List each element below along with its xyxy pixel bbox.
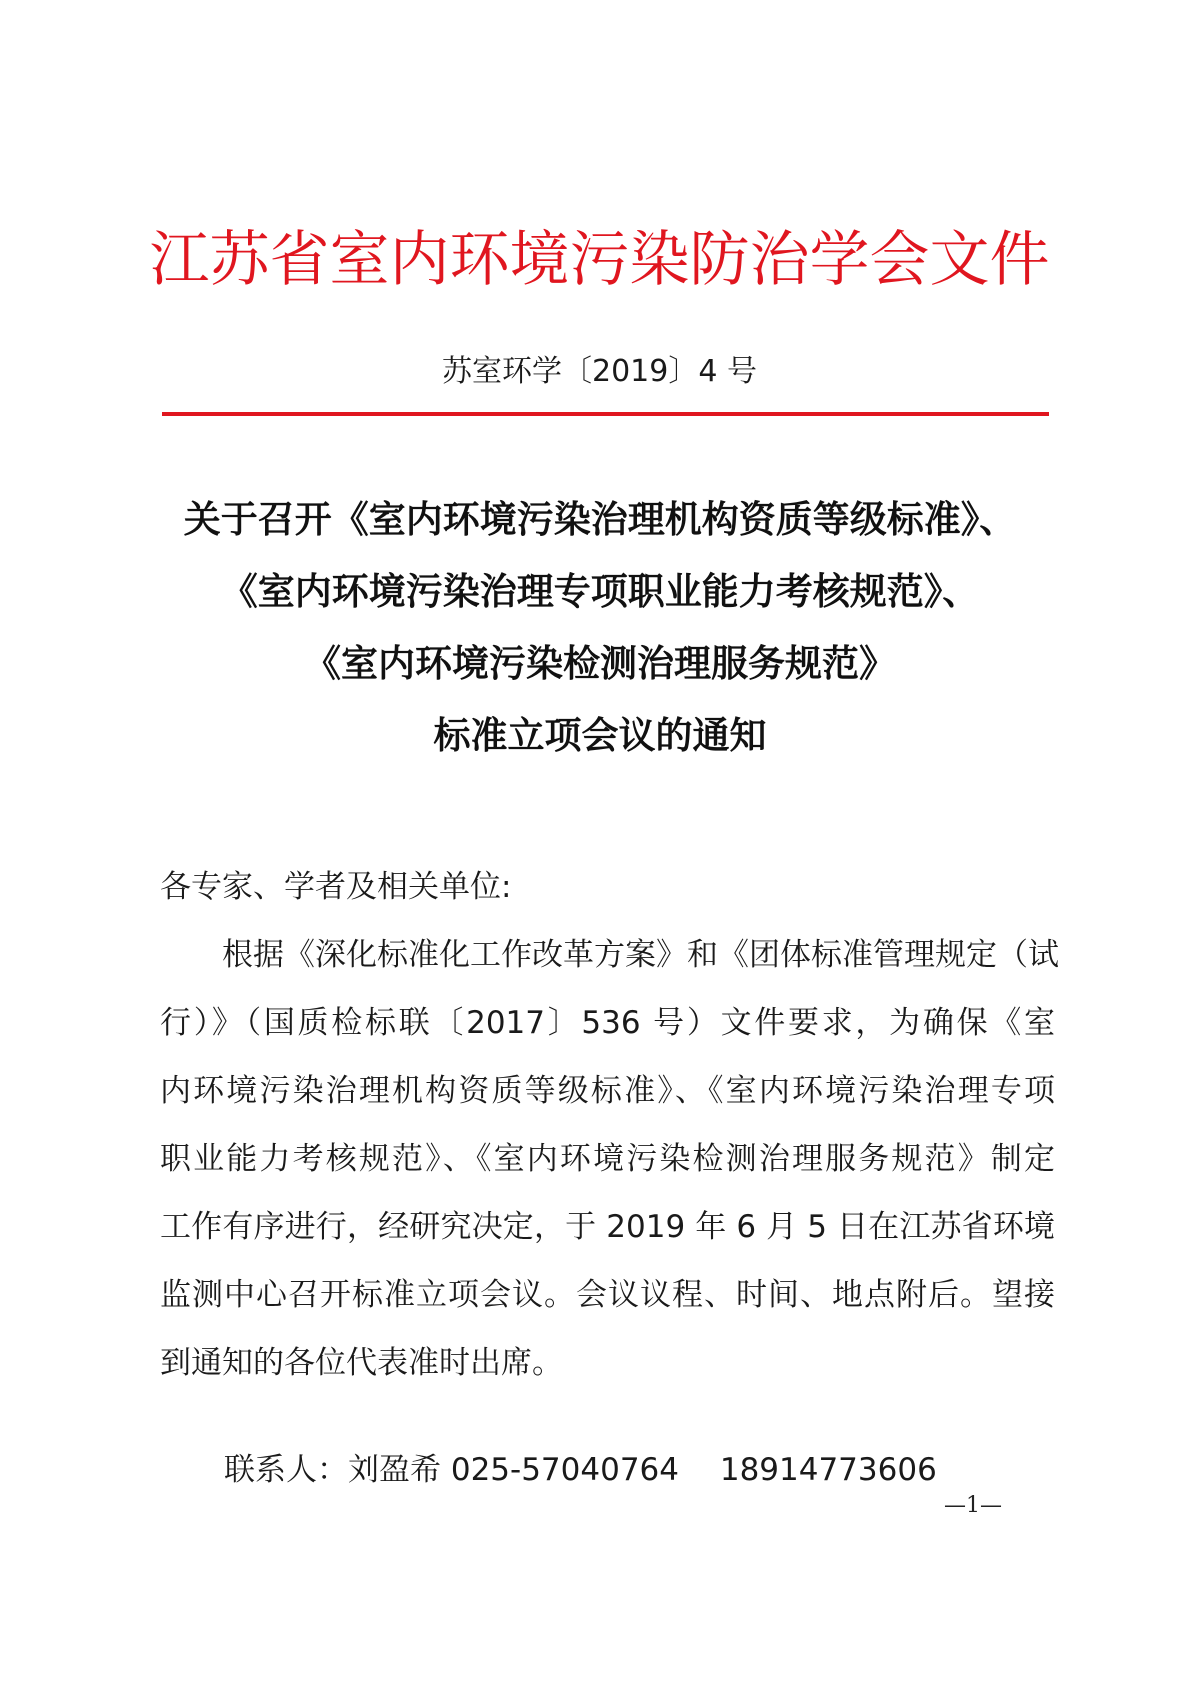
page-number: —1— — [944, 1493, 1002, 1518]
notice-title-line: 标准立项会议的通知 — [433, 714, 767, 757]
red-divider — [162, 412, 1049, 416]
document-number: 苏室环学〔2019〕4 号 — [442, 354, 757, 389]
body-line: 职业能力考核规范》、《室内环境污染检测治理服务规范》制定 — [160, 1141, 1055, 1177]
contact-line: 联系人：刘盈希 025-57040764 18914773606 — [224, 1452, 937, 1488]
body-line: 工作有序进行，经研究决定，于 2019 年 6 月 5 日在江苏省环境 — [160, 1209, 1055, 1245]
notice-title-line: 《室内环境污染治理专项职业能力考核规范》、 — [220, 570, 980, 613]
organization-title: 江苏省室内环境污染防治学会文件 — [149, 225, 1050, 295]
body-line: 根据《深化标准化工作改革方案》和《团体标准管理规定（试 — [160, 937, 1059, 973]
notice-title-line: 关于召开《室内环境污染治理机构资质等级标准》、 — [183, 498, 1017, 541]
body-line: 监测中心召开标准立项会议。会议议程、时间、地点附后。望接 — [160, 1277, 1055, 1313]
salutation: 各专家、学者及相关单位: — [160, 869, 512, 905]
notice-title — [100, 484, 1100, 772]
body-line: 内环境污染治理机构资质等级标准》、《室内环境污染治理专项 — [160, 1073, 1055, 1109]
body-line: 行）》（国质检标联〔2017〕536 号）文件要求，为确保《室 — [160, 1005, 1055, 1041]
notice-title-line: 《室内环境污染检测治理服务规范》 — [304, 642, 896, 685]
body-line: 到通知的各位代表准时出席。 — [160, 1345, 563, 1381]
